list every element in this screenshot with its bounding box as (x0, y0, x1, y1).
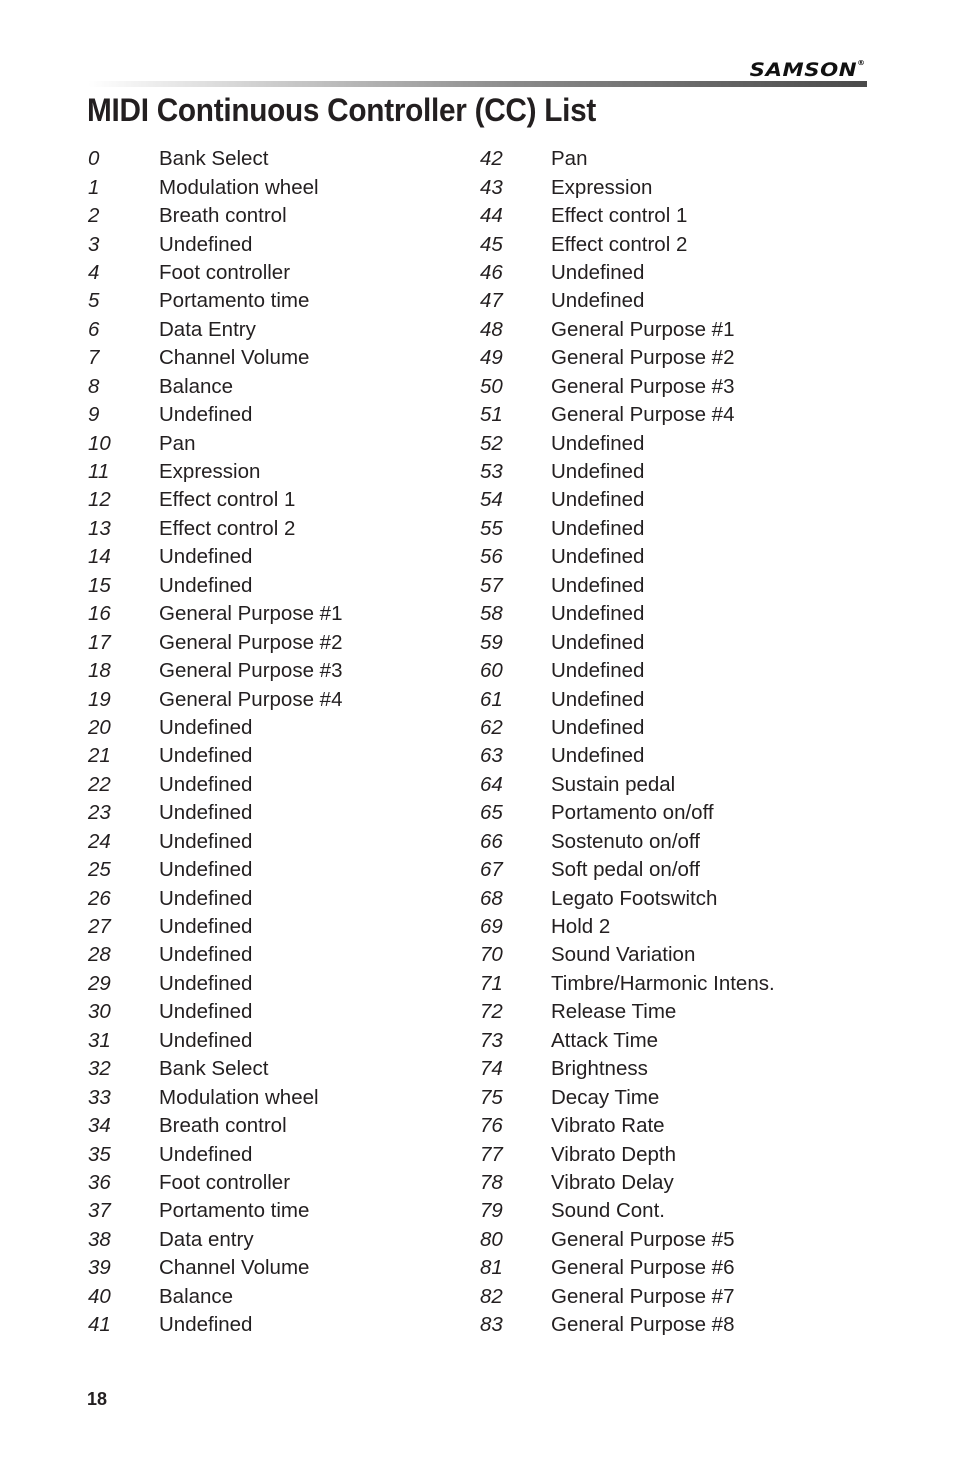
cc-controller-name: Undefined (159, 573, 253, 597)
cc-number: 50 (480, 374, 503, 398)
cc-number: 6 (88, 317, 100, 341)
cc-list-row (480, 828, 775, 856)
cc-controller-name: Effect control 2 (551, 232, 688, 256)
cc-controller-name: Undefined (159, 1028, 253, 1052)
cc-number: 20 (88, 715, 111, 739)
cc-list-row (480, 1311, 775, 1339)
cc-controller-name: Undefined (551, 602, 645, 626)
cc-controller-name: Sound Cont. (551, 1199, 665, 1223)
cc-list-row (480, 316, 775, 344)
cc-number: 31 (88, 1028, 111, 1052)
cc-list-row (88, 429, 342, 457)
cc-number: 15 (88, 573, 111, 597)
cc-list-row (480, 373, 775, 401)
cc-list-row (480, 685, 775, 713)
cc-list-row (480, 1140, 775, 1168)
cc-number: 0 (88, 147, 100, 171)
cc-list-row (88, 1169, 342, 1197)
cc-number: 23 (88, 801, 111, 825)
cc-controller-name: Effect control 1 (159, 488, 296, 512)
cc-controller-name: Hold 2 (551, 915, 611, 939)
cc-list-row (480, 600, 775, 628)
cc-controller-name: Undefined (551, 659, 645, 683)
cc-number: 66 (480, 829, 503, 853)
cc-list-row (88, 884, 342, 912)
cc-number: 76 (480, 1114, 503, 1138)
cc-number: 29 (88, 971, 111, 995)
cc-number: 70 (480, 943, 503, 967)
cc-controller-name: Undefined (159, 545, 253, 569)
cc-list-row (480, 742, 775, 770)
cc-number: 26 (88, 886, 111, 910)
cc-number: 35 (88, 1142, 111, 1166)
cc-number: 7 (88, 346, 100, 370)
cc-number: 11 (88, 460, 110, 484)
cc-number: 53 (480, 460, 503, 484)
cc-number: 39 (88, 1256, 111, 1280)
cc-controller-name: Bank Select (159, 147, 269, 171)
cc-controller-name: Undefined (551, 289, 645, 313)
cc-number: 42 (480, 147, 503, 171)
cc-number: 75 (480, 1085, 503, 1109)
cc-number: 18 (88, 659, 111, 683)
samson-logo (750, 59, 866, 81)
cc-list-row (88, 1254, 342, 1282)
cc-list-row (88, 742, 342, 770)
cc-number: 34 (88, 1114, 111, 1138)
cc-list-row (88, 543, 342, 571)
cc-controller-name: Undefined (159, 943, 253, 967)
cc-list-row (480, 771, 775, 799)
cc-controller-name: Undefined (159, 829, 253, 853)
cc-list-row (88, 799, 342, 827)
cc-number: 25 (88, 858, 111, 882)
cc-controller-name: Data Entry (159, 317, 256, 341)
cc-list-row (88, 1226, 342, 1254)
cc-list-row (480, 458, 775, 486)
cc-list-row (88, 1083, 342, 1111)
cc-number: 8 (88, 374, 100, 398)
cc-list-row (480, 628, 775, 656)
cc-number: 61 (480, 687, 503, 711)
cc-list-row (480, 287, 775, 315)
cc-list-row (88, 1055, 342, 1083)
cc-controller-name: Vibrato Delay (551, 1170, 674, 1194)
cc-number: 2 (88, 204, 100, 228)
cc-list-row (88, 287, 342, 315)
cc-number: 24 (88, 829, 111, 853)
cc-list-row (480, 799, 775, 827)
cc-number: 58 (480, 602, 503, 626)
cc-controller-name: Bank Select (159, 1057, 269, 1081)
cc-number: 54 (480, 488, 503, 512)
cc-list-row (88, 316, 342, 344)
cc-number: 37 (88, 1199, 111, 1223)
cc-list-row (88, 828, 342, 856)
cc-controller-name: Soft pedal on/off (551, 858, 700, 882)
cc-list-row (480, 1112, 775, 1140)
cc-number: 71 (480, 971, 503, 995)
cc-list-row (480, 173, 775, 201)
cc-number: 28 (88, 943, 111, 967)
cc-list-row (480, 230, 775, 258)
cc-list-row (480, 856, 775, 884)
cc-list-row (480, 429, 775, 457)
cc-number: 38 (88, 1227, 111, 1251)
cc-controller-name: Undefined (551, 460, 645, 484)
cc-controller-name: General Purpose #8 (551, 1313, 735, 1337)
cc-controller-name: Sound Variation (551, 943, 696, 967)
cc-controller-name: Undefined (159, 1142, 253, 1166)
cc-controller-name: Undefined (551, 744, 645, 768)
cc-list-left-column (88, 145, 342, 1339)
cc-controller-name: Vibrato Depth (551, 1142, 676, 1166)
cc-list-row (88, 1311, 342, 1339)
cc-number: 59 (480, 630, 503, 654)
cc-list-row (88, 941, 342, 969)
cc-controller-name: Breath control (159, 1114, 287, 1138)
cc-number: 49 (480, 346, 503, 370)
cc-list-row (88, 657, 342, 685)
cc-controller-name: Undefined (159, 1313, 253, 1337)
cc-number: 33 (88, 1085, 111, 1109)
cc-list-row (88, 230, 342, 258)
cc-list-row (88, 1140, 342, 1168)
cc-controller-name: Breath control (159, 204, 287, 228)
cc-list-row (88, 1283, 342, 1311)
cc-list-row (480, 884, 775, 912)
cc-controller-name: Expression (159, 460, 261, 484)
cc-number: 30 (88, 1000, 111, 1024)
cc-controller-name: Modulation wheel (159, 1085, 319, 1109)
cc-list-row (480, 657, 775, 685)
cc-number: 47 (480, 289, 503, 313)
cc-controller-name: Undefined (159, 232, 253, 256)
cc-controller-name: General Purpose #4 (551, 403, 735, 427)
cc-number: 14 (88, 545, 111, 569)
cc-controller-name: General Purpose #3 (551, 374, 735, 398)
cc-number: 45 (480, 232, 503, 256)
cc-number: 46 (480, 260, 503, 284)
cc-controller-name: Effect control 1 (551, 204, 688, 228)
cc-list-row (88, 202, 342, 230)
cc-controller-name: Undefined (159, 971, 253, 995)
cc-number: 4 (88, 260, 100, 284)
cc-list-row (88, 259, 342, 287)
cc-number: 12 (88, 488, 111, 512)
cc-controller-name: Sostenuto on/off (551, 829, 700, 853)
cc-number: 48 (480, 317, 503, 341)
cc-controller-name: General Purpose #7 (551, 1284, 735, 1308)
cc-controller-name: Expression (551, 175, 653, 199)
cc-number: 44 (480, 204, 503, 228)
cc-number: 1 (88, 175, 100, 199)
cc-list-row (88, 1027, 342, 1055)
cc-list-row (480, 714, 775, 742)
cc-list-row (88, 970, 342, 998)
cc-controller-name: Legato Footswitch (551, 886, 718, 910)
cc-controller-name: Balance (159, 374, 234, 398)
cc-number: 13 (88, 516, 111, 540)
cc-number: 21 (88, 744, 111, 768)
cc-list-row (480, 998, 775, 1026)
cc-controller-name: Undefined (159, 858, 253, 882)
cc-controller-name: Pan (551, 147, 588, 171)
cc-list-row (88, 998, 342, 1026)
cc-controller-name: Undefined (159, 801, 253, 825)
cc-number: 80 (480, 1227, 503, 1251)
cc-list-row (88, 685, 342, 713)
cc-list-row (480, 543, 775, 571)
cc-number: 9 (88, 403, 100, 427)
cc-list-row (88, 600, 342, 628)
cc-list-row (480, 1169, 775, 1197)
cc-list-row (88, 401, 342, 429)
cc-controller-name: Timbre/Harmonic Intens. (551, 971, 775, 995)
cc-list-row (480, 515, 775, 543)
cc-number: 74 (480, 1057, 503, 1081)
cc-list-row (480, 1283, 775, 1311)
cc-controller-name: General Purpose #2 (551, 346, 735, 370)
cc-number: 32 (88, 1057, 111, 1081)
cc-number: 65 (480, 801, 503, 825)
cc-controller-name: Undefined (159, 886, 253, 910)
cc-number: 40 (88, 1284, 111, 1308)
registered-mark: ® (857, 59, 866, 67)
cc-number: 3 (88, 232, 100, 256)
cc-number: 64 (480, 772, 503, 796)
cc-controller-name: Decay Time (551, 1085, 660, 1109)
cc-controller-name: Undefined (551, 488, 645, 512)
cc-number: 16 (88, 602, 111, 626)
cc-controller-name: Portamento on/off (551, 801, 714, 825)
cc-number: 63 (480, 744, 503, 768)
cc-controller-name: Brightness (551, 1057, 648, 1081)
cc-controller-name: Undefined (159, 1000, 253, 1024)
cc-list-row (480, 202, 775, 230)
cc-number: 60 (480, 659, 503, 683)
brand-name: SAMSON (750, 59, 858, 81)
cc-list-row (88, 145, 342, 173)
header-rule (88, 81, 867, 87)
cc-controller-name: Foot controller (159, 1170, 291, 1194)
cc-number: 17 (88, 630, 111, 654)
cc-list-row (480, 486, 775, 514)
cc-controller-name: Undefined (159, 403, 253, 427)
cc-list-row (88, 913, 342, 941)
cc-controller-name: General Purpose #6 (551, 1256, 735, 1280)
cc-number: 55 (480, 516, 503, 540)
cc-controller-name: Undefined (551, 260, 645, 284)
cc-controller-name: Portamento time (159, 289, 310, 313)
cc-number: 52 (480, 431, 503, 455)
cc-list-row (88, 1197, 342, 1225)
cc-list-row (480, 1027, 775, 1055)
cc-controller-name: Foot controller (159, 260, 291, 284)
cc-list-row (480, 913, 775, 941)
cc-list-row (480, 572, 775, 600)
cc-list-row (88, 628, 342, 656)
cc-controller-name: General Purpose #5 (551, 1227, 735, 1251)
cc-controller-name: Pan (159, 431, 196, 455)
cc-controller-name: Effect control 2 (159, 516, 296, 540)
cc-controller-name: Undefined (551, 630, 645, 654)
page-number: 18 (87, 1389, 108, 1409)
cc-controller-name: General Purpose #2 (159, 630, 343, 654)
cc-number: 79 (480, 1199, 503, 1223)
cc-number: 41 (88, 1313, 111, 1337)
cc-controller-name: Vibrato Rate (551, 1114, 665, 1138)
cc-list-row (88, 373, 342, 401)
cc-list-row (480, 970, 775, 998)
cc-controller-name: Undefined (551, 431, 645, 455)
cc-number: 5 (88, 289, 100, 313)
cc-list-row (88, 486, 342, 514)
cc-list-row (480, 259, 775, 287)
cc-number: 77 (480, 1142, 503, 1166)
cc-list-row (88, 344, 342, 372)
cc-number: 22 (88, 772, 111, 796)
cc-number: 27 (88, 915, 111, 939)
cc-controller-name: Undefined (551, 516, 645, 540)
cc-number: 67 (480, 858, 503, 882)
cc-controller-name: Sustain pedal (551, 772, 676, 796)
cc-controller-name: Undefined (159, 915, 253, 939)
cc-list-row (480, 1055, 775, 1083)
cc-controller-name: General Purpose #1 (159, 602, 343, 626)
cc-number: 51 (480, 403, 503, 427)
cc-number: 57 (480, 573, 503, 597)
cc-controller-name: General Purpose #1 (551, 317, 735, 341)
cc-controller-name: Undefined (159, 744, 253, 768)
cc-list-row (480, 401, 775, 429)
cc-controller-name: Balance (159, 1284, 234, 1308)
cc-controller-name: General Purpose #4 (159, 687, 343, 711)
cc-controller-name: Undefined (551, 573, 645, 597)
cc-number: 43 (480, 175, 503, 199)
cc-list-row (480, 1254, 775, 1282)
cc-list-row (88, 515, 342, 543)
page-title: MIDI Continuous Controller (CC) List (87, 92, 597, 128)
cc-list-row (88, 572, 342, 600)
cc-list-right-column (480, 145, 775, 1339)
cc-list-row (88, 173, 342, 201)
cc-controller-name: Attack Time (551, 1028, 659, 1052)
cc-controller-name: Channel Volume (159, 346, 310, 370)
cc-list-row (88, 771, 342, 799)
cc-number: 72 (480, 1000, 503, 1024)
cc-number: 19 (88, 687, 111, 711)
cc-controller-name: Undefined (551, 715, 645, 739)
cc-list-row (480, 1226, 775, 1254)
cc-list-row (88, 714, 342, 742)
cc-number: 56 (480, 545, 503, 569)
cc-number: 36 (88, 1170, 111, 1194)
cc-list-row (480, 1197, 775, 1225)
cc-controller-name: Channel Volume (159, 1256, 310, 1280)
cc-list-row (88, 856, 342, 884)
cc-list-row (88, 1112, 342, 1140)
cc-controller-name: Undefined (159, 715, 253, 739)
cc-number: 73 (480, 1028, 503, 1052)
cc-controller-name: Undefined (551, 545, 645, 569)
cc-controller-name: Portamento time (159, 1199, 310, 1223)
cc-controller-name: Modulation wheel (159, 175, 319, 199)
cc-controller-name: General Purpose #3 (159, 659, 343, 683)
cc-list-row (480, 145, 775, 173)
cc-controller-name: Undefined (159, 772, 253, 796)
cc-controller-name: Data entry (159, 1227, 254, 1251)
cc-number: 81 (480, 1256, 503, 1280)
cc-number: 10 (88, 431, 111, 455)
cc-controller-name: Undefined (551, 687, 645, 711)
cc-number: 83 (480, 1313, 503, 1337)
cc-number: 82 (480, 1284, 503, 1308)
cc-list-row (88, 458, 342, 486)
cc-list-row (480, 1083, 775, 1111)
cc-number: 69 (480, 915, 503, 939)
cc-list-row (480, 941, 775, 969)
cc-number: 68 (480, 886, 503, 910)
cc-number: 62 (480, 715, 503, 739)
cc-list-row (480, 344, 775, 372)
cc-number: 78 (480, 1170, 503, 1194)
cc-controller-name: Release Time (551, 1000, 677, 1024)
